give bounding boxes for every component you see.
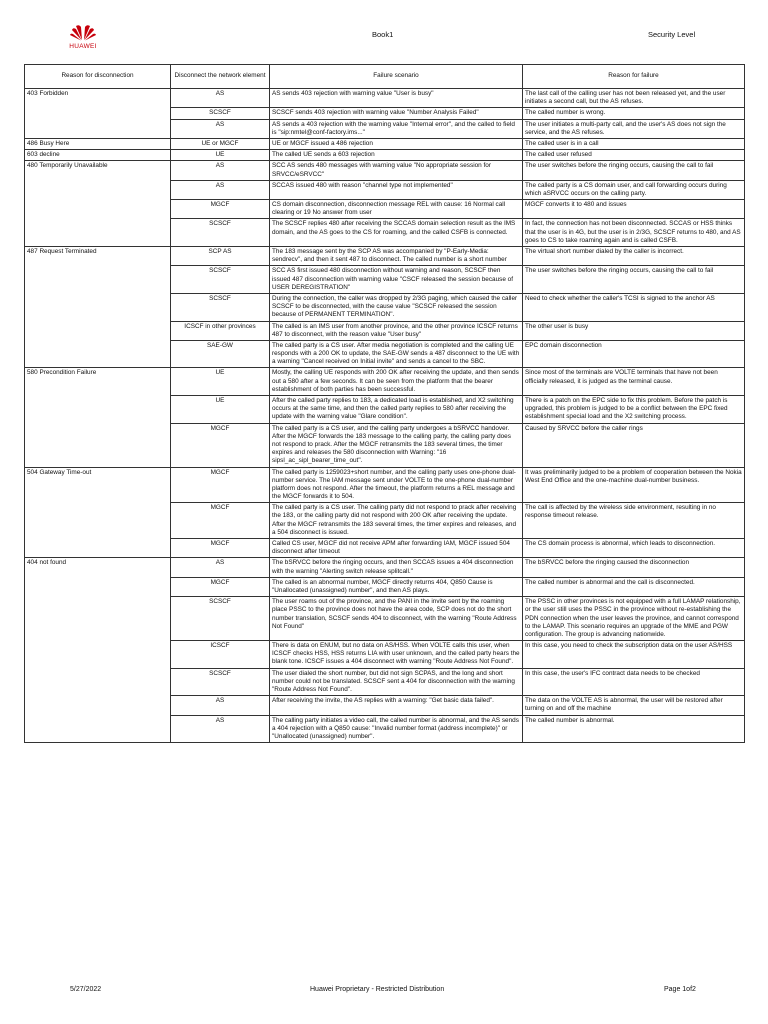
failure-scenario-cell: The user dialed the short number, but did not sign SCPAS, and the long and short number could not be translated. SCSCF sent a 404 for disconnection with the warning "Route Address Not Found". — [270, 668, 523, 696]
table-row — [25, 89, 745, 108]
network-element-cell: MGCF — [171, 423, 270, 467]
failure-reason-cell: MGCF converts it to 480 and issues — [523, 200, 745, 219]
network-element-cell: AS — [171, 161, 270, 180]
failure-reason-cell: The called user is in a call — [523, 138, 745, 149]
footer-page-number: Page 1of2 — [664, 986, 696, 993]
document-title: Book1 — [372, 30, 394, 39]
table-row — [25, 161, 745, 180]
header-row — [25, 65, 745, 89]
network-element-cell: AS — [171, 558, 270, 577]
failure-scenario-cell: UE or MGCF issued a 486 rejection — [270, 138, 523, 149]
failure-scenario-cell: The called party is a CS user. The calling party did not respond to prack after receiving the 183, or the calling party did not respond with 200 OK after receiving the update. After the MGCF retransmits the 183 several times, the timer expires and releases, and a 504 disconnect is issued. — [270, 503, 523, 539]
failure-reason-cell: There is a patch on the EPC side to fix this problem. Before the patch is upgraded, this problem is judged to be a conflict between the EPC fixed establishment special load and the X2 switching process. — [523, 396, 745, 424]
network-element-cell: SCSCF — [171, 219, 270, 247]
failure-scenario-cell: Mostly, the calling UE responds with 200 OK after receiving the update, and then sends out a 580 after a few seconds. It can be seen from the platform that the bearer establishment of both parties has been successful. — [270, 368, 523, 396]
failure-reason-cell: Since most of the terminals are VOLTE terminals that have not been officially released, it is judged as the terminal cause. — [523, 368, 745, 396]
failure-scenario-cell: SCC AS first issued 480 disconnection without warning and reason, SCSCF then issued 487 disconnection with warning value "CSCF released the session because of USER DEREGISTRATION" — [270, 266, 523, 294]
failure-reason-cell: The call is affected by the wireless side environment, resulting in no response timeout release. — [523, 503, 745, 539]
failure-scenario-cell: CS domain disconnection, disconnection message REL with cause: 16 Normal call clearing or 19 No answer from user — [270, 200, 523, 219]
failure-scenario-cell: The bSRVCC before the ringing occurs, and then SCCAS issues a 404 disconnection with the warning "Alerting switch release splitcall." — [270, 558, 523, 577]
failure-reason-cell: The user switches before the ringing occurs, causing the call to fail — [523, 266, 745, 294]
col-header-reason: Reason for disconnection — [25, 65, 171, 89]
disconnection-reason-cell: 403 Forbidden — [25, 89, 171, 139]
network-element-cell: ICSCF — [171, 641, 270, 669]
failure-scenario-cell: The called UE sends a 603 rejection — [270, 150, 523, 161]
failure-scenario-cell: Called CS user, MGCF did not receive APM after forwarding IAM, MGCF issued 504 disconnect after timeout — [270, 539, 523, 558]
table-row — [25, 368, 745, 396]
network-element-cell: SAE-GW — [171, 340, 270, 368]
network-element-cell: UE or MGCF — [171, 138, 270, 149]
table-header — [25, 65, 745, 89]
col-header-scenario: Failure scenario — [270, 65, 523, 89]
failure-reason-cell: Need to check whether the caller's TCSI is signed to the anchor AS — [523, 293, 745, 321]
failure-reason-cell: Caused by SRVCC before the caller rings — [523, 423, 745, 467]
security-level: Security Level — [648, 30, 696, 39]
failure-reason-cell: The virtual short number dialed by the caller is incorrect. — [523, 247, 745, 266]
disconnection-reason-cell: 580 Precondition Failure — [25, 368, 171, 467]
network-element-cell: SCSCF — [171, 293, 270, 321]
failure-reason-cell: In fact, the connection has not been disconnected. SCCAS or HSS thinks that the user is in 4G, but the user is in 2/3G, SCSCF returns to 480, and AS goes to CS to take roaming again and is called CSFB. — [523, 219, 745, 247]
failure-scenario-cell: The called is an abnormal number, MGCF directly returns 404, Q850 Cause is "Unallocated (unassigned) number", and then AS plays. — [270, 577, 523, 596]
failure-reason-cell: The called number is wrong. — [523, 108, 745, 119]
failure-scenario-cell: The called is an IMS user from another province, and the other province ICSCF returns 487 to disconnect, with the reason value "User busy" — [270, 321, 523, 340]
network-element-cell: MGCF — [171, 467, 270, 503]
network-element-cell: UE — [171, 396, 270, 424]
disconnection-reason-cell: 486 Busy Here — [25, 138, 171, 149]
failure-reason-cell: It was preliminarily judged to be a problem of cooperation between the Nokia West End Office and the one-machine dual-number business. — [523, 467, 745, 503]
network-element-cell: AS — [171, 89, 270, 108]
network-element-cell: AS — [171, 180, 270, 199]
disconnection-reason-cell: 480 Temporarily Unavailable — [25, 161, 171, 247]
failure-reason-cell: In this case, the user's IFC contract data needs to be checked — [523, 668, 745, 696]
failure-reason-cell: The user initiates a multi-party call, and the user's AS does not sign the service, and the AS refuses. — [523, 119, 745, 138]
failure-reason-cell: The last call of the calling user has not been released yet, and the user initiates a second call, but the AS refuses. — [523, 89, 745, 108]
table-row — [25, 150, 745, 161]
network-element-cell: ICSCF in other provinces — [171, 321, 270, 340]
network-element-cell: MGCF — [171, 503, 270, 539]
network-element-cell: AS — [171, 696, 270, 715]
brand-name: HUAWEI — [69, 43, 97, 50]
failure-reason-cell: The called number is abnormal. — [523, 715, 745, 743]
network-element-cell: SCSCF — [171, 266, 270, 294]
failure-reason-cell: The user switches before the ringing occurs, causing the call to fail — [523, 161, 745, 180]
disconnection-reason-cell: 404 not found — [25, 558, 171, 743]
network-element-cell: UE — [171, 150, 270, 161]
failure-scenario-cell: SCCAS issued 480 with reason "channel type not implemented" — [270, 180, 523, 199]
disconnection-reason-cell: 603 decline — [25, 150, 171, 161]
network-element-cell: MGCF — [171, 577, 270, 596]
failure-scenario-cell: AS sends 403 rejection with warning value "User is busy" — [270, 89, 523, 108]
network-element-cell: MGCF — [171, 539, 270, 558]
failure-reason-cell: EPC domain disconnection — [523, 340, 745, 368]
table-row — [25, 247, 745, 266]
huawei-flower-icon — [70, 22, 96, 42]
network-element-cell: SCP AS — [171, 247, 270, 266]
failure-reason-cell: The called user refused — [523, 150, 745, 161]
failure-reason-cell: The bSRVCC before the ringing caused the disconnection — [523, 558, 745, 577]
col-header-element: Disconnect the network element — [171, 65, 270, 89]
failure-scenario-cell: The called party is a CS user, and the calling party undergoes a bSRVCC handover. After the MGCF forwards the 183 message to the calling party, the calling party does not respond to prack. After the MGCF retransmits the 183 several times, the timer expires and releases the 580 disconnection with Warning: "16 sipsl_ac_sipl_bearer_time_out". — [270, 423, 523, 467]
network-element-cell: SCSCF — [171, 668, 270, 696]
network-element-cell: AS — [171, 119, 270, 138]
failure-scenario-cell: After the called party replies to 183, a dedicated load is established, and X2 switching occurs at the same time, and then the called party replies to 580 after receiving the update with the warning value "Glare condition". — [270, 396, 523, 424]
failure-reason-cell: The data on the VOLTE AS is abnormal, the user will be restored after turning on and off the machine — [523, 696, 745, 715]
failure-scenario-cell: The called party is a CS user. After media negotiation is completed and the calling UE responds with a 200 OK to update, the SAE-GW sends a 487 disconnect to the UE with a warning "Cancel received on Initial invite" and sends a cancel to the SBC. — [270, 340, 523, 368]
network-element-cell: SCSCF — [171, 597, 270, 641]
failure-scenario-cell: The 183 message sent by the SCP AS was accompanied by "P-Early-Media: sendrecv", and then it sent 487 to disconnect. The called number is a short number — [270, 247, 523, 266]
failure-reason-cell: The CS domain process is abnormal, which leads to disconnection. — [523, 539, 745, 558]
huawei-logo — [64, 22, 102, 52]
failure-scenario-cell: There is data on ENUM, but no data on AS/HSS. When VOLTE calls this user, when ICSCF checks HSS, HSS returns LIA with user unknown, and the called party hears the blank tone. ICSCF issues a 404 disconnect with warning "Route Address Not Found". — [270, 641, 523, 669]
table-row — [25, 558, 745, 577]
failure-reason-cell: In this case, you need to check the subscription data on the user AS/HSS — [523, 641, 745, 669]
failure-scenario-cell: The calling party initiates a video call, the called number is abnormal, and the AS sends a 404 rejection with a Q850 cause: "Invalid number format (address incomplete)" or "Unallocated (unassigned) number". — [270, 715, 523, 743]
failure-scenario-cell: The called party is 1259023+short number, and the calling party uses one-phone dual-number service. The IAM message sent under VOLTE to the one-phone dual-number platform does not respond. After the timeout, the platform returns a REL message and the MGCF forwards it to 504. — [270, 467, 523, 503]
failure-scenario-cell: SCC AS sends 480 messages with warning value "No appropriate session for SRVCC/eSRVCC" — [270, 161, 523, 180]
table-row — [25, 138, 745, 149]
failure-scenario-cell: After receiving the invite, the AS replies with a warning: "Get basic data failed". — [270, 696, 523, 715]
failure-scenario-cell: AS sends a 403 rejection with the warning value "Internal error", and the called to field is "sip:nmtel@conf-factory.ims..." — [270, 119, 523, 138]
disconnection-reason-cell: 504 Gateway Time-out — [25, 467, 171, 558]
failure-reason-cell: The called number is abnormal and the call is disconnected. — [523, 577, 745, 596]
col-header-failure: Reason for failure — [523, 65, 745, 89]
failure-scenario-cell: The SCSCF replies 480 after receiving the SCCAS domain selection result as the IMS domain, and the AS goes to the CS for roaming, and the called CSFB is connected. — [270, 219, 523, 247]
network-element-cell: SCSCF — [171, 108, 270, 119]
network-element-cell: UE — [171, 368, 270, 396]
failure-scenario-cell: SCSCF sends 403 rejection with warning value "Number Analysis Failed" — [270, 108, 523, 119]
failure-scenario-cell: During the connection, the caller was dropped by 2/3G paging, which caused the caller SCSCF to be disconnected, with the cause value "SCSCF released the session because of PERMANENT TERMINATION". — [270, 293, 523, 321]
failure-reason-cell: The called party is a CS domain user, and call forwarding occurs during which aSRVCC occurs on the calling party. — [523, 180, 745, 199]
table-body — [25, 89, 745, 743]
failure-reason-cell: The other user is busy — [523, 321, 745, 340]
disconnection-reason-cell: 487 Request Terminated — [25, 247, 171, 368]
failure-table — [24, 64, 745, 743]
failure-reason-cell: The PSSC in other provinces is not equipped with a full LAMAP relationship, or the user still uses the PSSC in the province without re-establishing the PDN connection when the user leaves the province, and cannot correspond to the LAMAP. This scenario requires an upgrade of the MME and PGW configuration. The group is advancing nationwide. — [523, 597, 745, 641]
network-element-cell: MGCF — [171, 200, 270, 219]
footer-date: 5/27/2022 — [70, 986, 102, 993]
table-row — [25, 467, 745, 503]
footer-proprietary: Huawei Proprietary - Restricted Distribution — [310, 986, 445, 993]
network-element-cell: AS — [171, 715, 270, 743]
failure-scenario-cell: The user roams out of the province, and the PANI in the invite sent by the roaming place PSSC to the province does not have the area code, SCP does not do the short number translation, SCSCF sends 404 to disconnect, with the warning "Route Address Not Found" — [270, 597, 523, 641]
